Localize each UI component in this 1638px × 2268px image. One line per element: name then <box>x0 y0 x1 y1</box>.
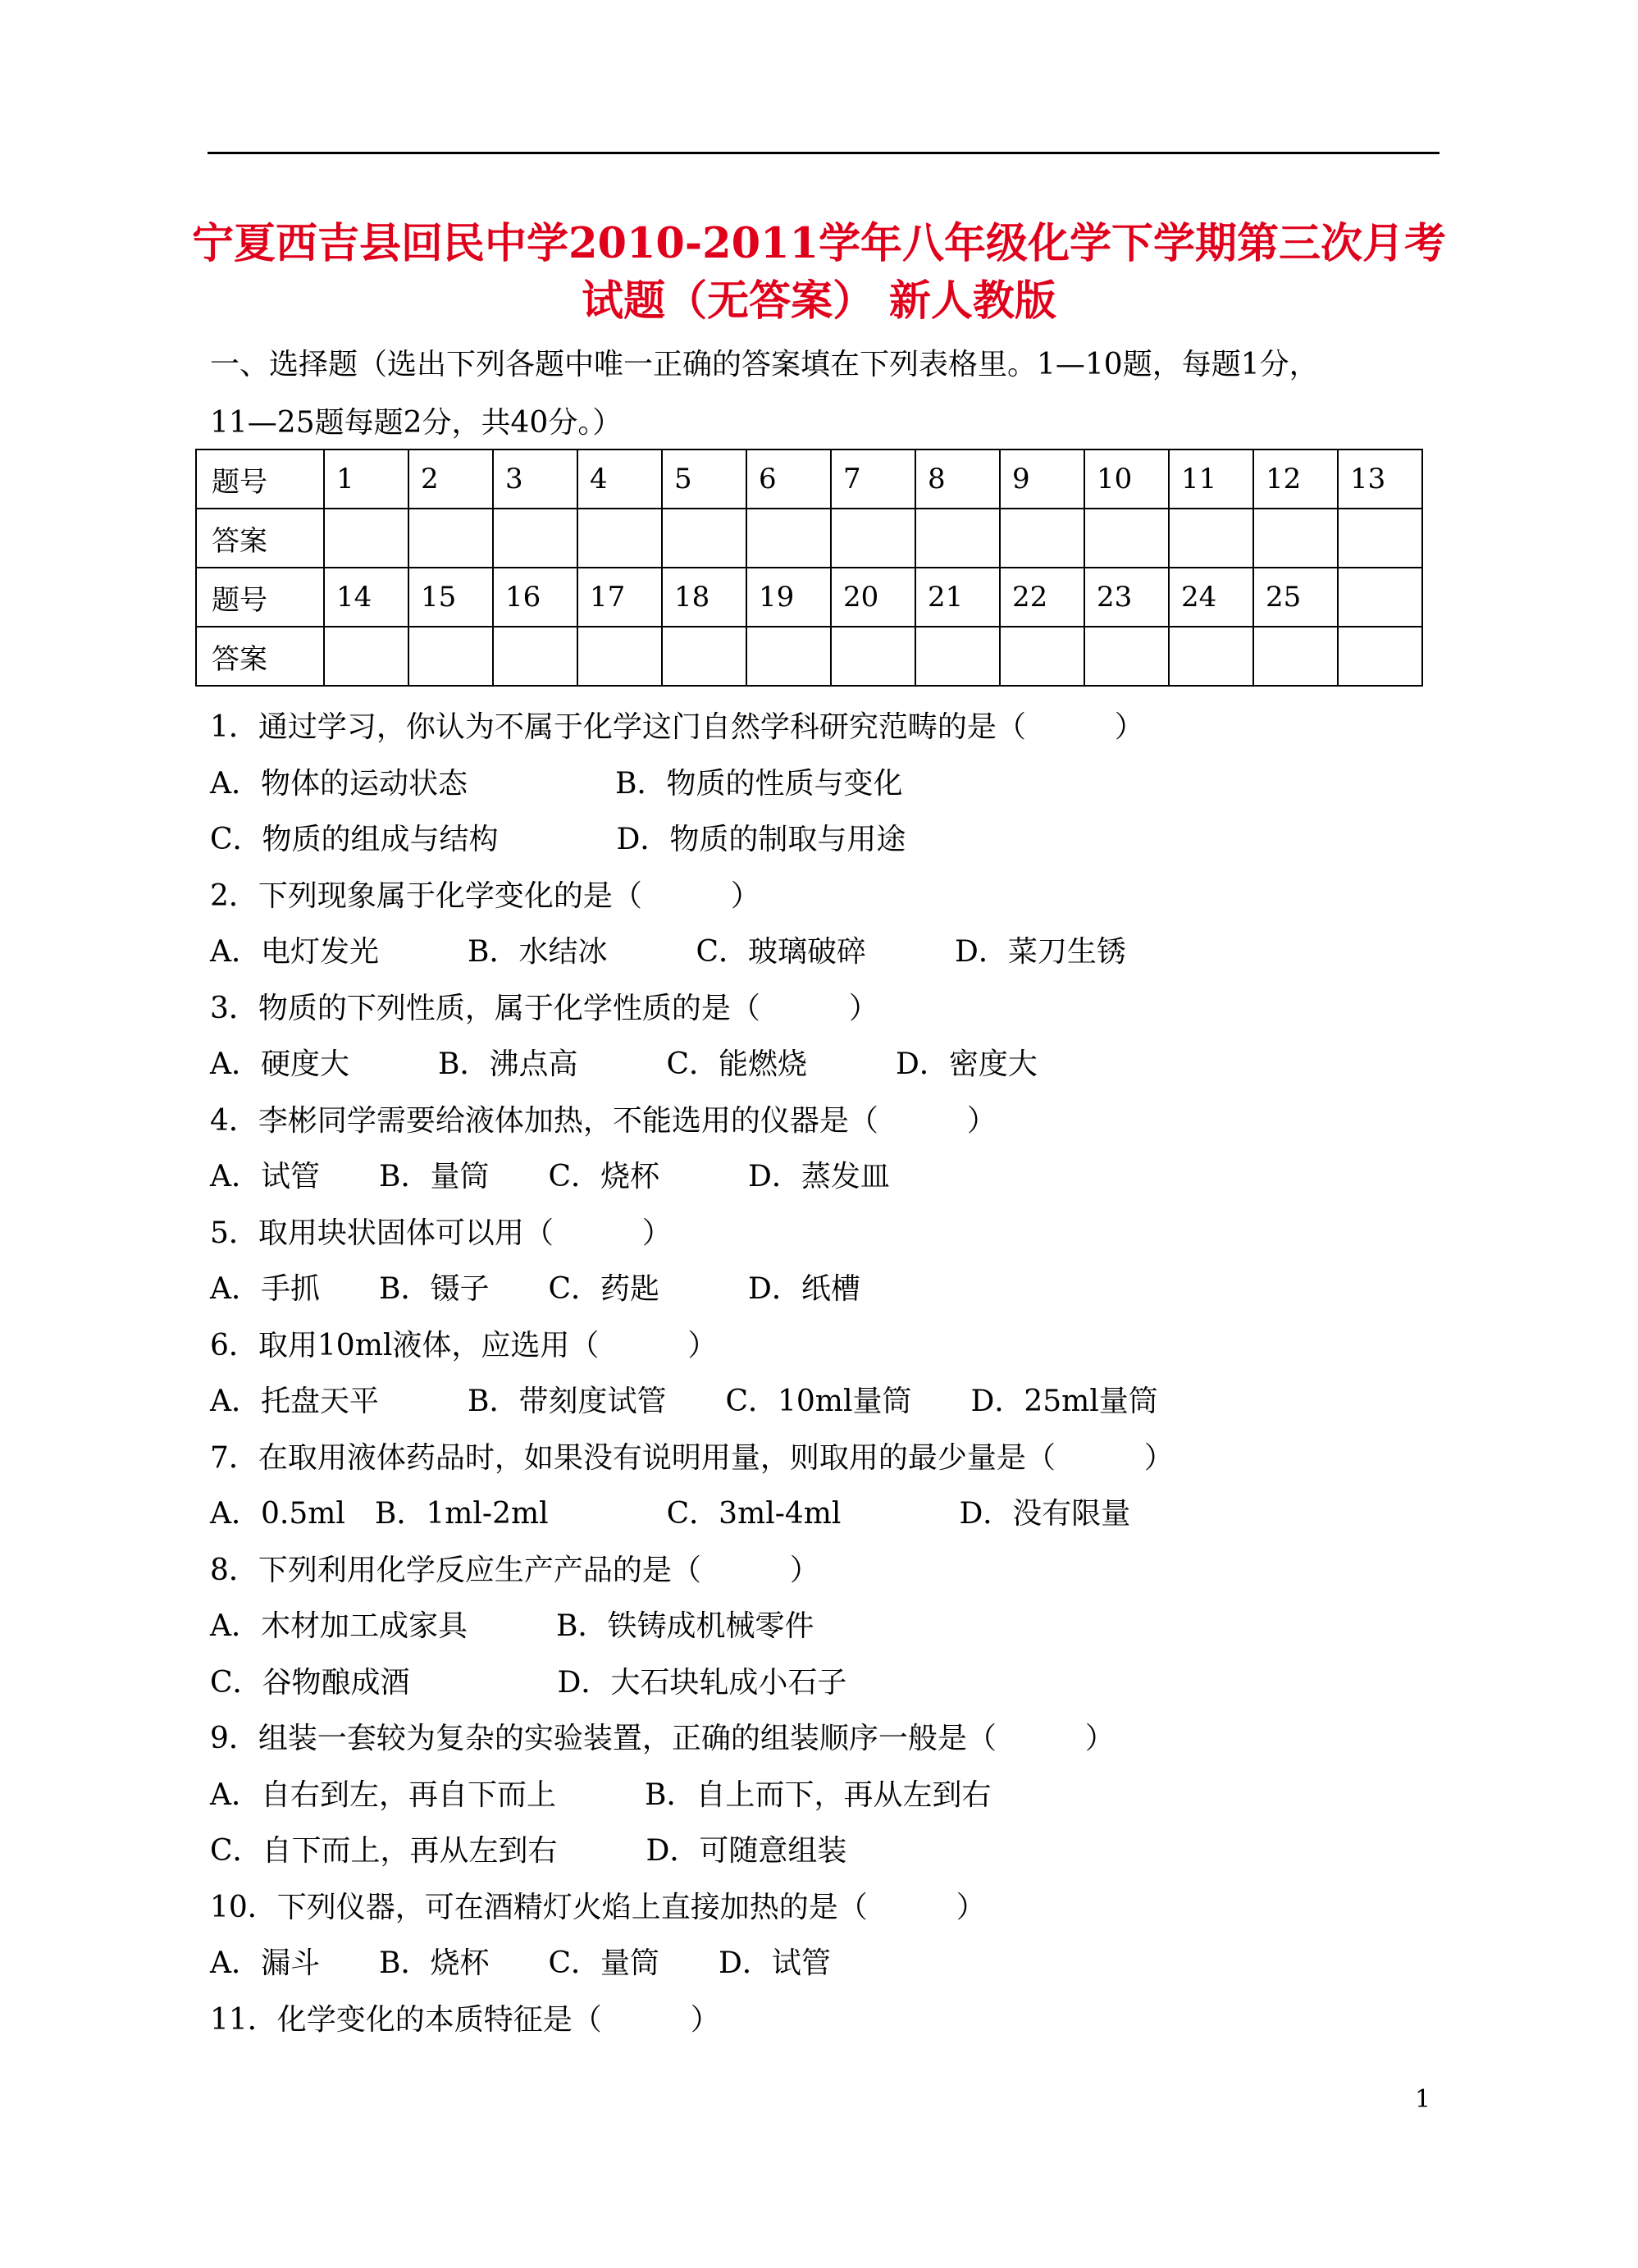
question-number-cell: 10 <box>1084 449 1169 509</box>
question-9: 9．组装一套较为复杂的实验装置，正确的组装顺序一般是（ ） <box>210 1722 1115 1755</box>
question-7-options: A．0.5ml B．1ml-2ml C．3ml-4ml D．没有限量 <box>210 1497 1131 1531</box>
question-11: 11．化学变化的本质特征是（ ） <box>210 2003 720 2037</box>
answer-cell[interactable] <box>1000 509 1084 568</box>
answer-table <box>195 449 1423 687</box>
question-number-cell: 5 <box>662 449 746 509</box>
question-number-cell: 17 <box>577 568 662 627</box>
document-title-line-1: 宁夏西吉县回民中学2010-2011学年八年级化学下学期第三次月考 <box>191 219 1447 268</box>
answer-cell[interactable] <box>662 509 746 568</box>
question-8-options-ab: A．木材加工成家具 B．铁铸成机械零件 <box>210 1609 814 1643</box>
question-number-cell: 11 <box>1169 449 1253 509</box>
question-number-cell: 20 <box>831 568 915 627</box>
question-10: 10．下列仪器，可在酒精灯火焰上直接加热的是（ ） <box>210 1891 986 1924</box>
page-number: 1 <box>1415 2085 1431 2114</box>
answer-cell[interactable] <box>831 509 915 568</box>
row-label-number: 题号 <box>196 449 324 509</box>
question-number-cell: 19 <box>746 568 831 627</box>
question-number-cell: 9 <box>1000 449 1084 509</box>
question-9-options-cd: C．自下而上，再从左到右 D．可随意组装 <box>210 1834 847 1868</box>
answer-cell[interactable] <box>1338 627 1422 686</box>
question-9-options-ab: A．自右到左，再自下而上 B．自上而下，再从左到右 <box>210 1778 992 1812</box>
answer-cell[interactable] <box>324 627 408 686</box>
question-7: 7．在取用液体药品时，如果没有说明用量，则取用的最少量是（ ） <box>210 1441 1174 1475</box>
answer-table-number-row-2 <box>196 568 1422 627</box>
question-6: 6．取用10ml液体，应选用（ ） <box>210 1329 718 1362</box>
row-label-answer: 答案 <box>196 627 324 686</box>
question-4-options: A．试管 B．量筒 C．烧杯 D．蒸发皿 <box>210 1160 890 1193</box>
answer-cell[interactable] <box>1084 509 1169 568</box>
question-2-options: A．电灯发光 B．水结冰 C．玻璃破碎 D．菜刀生锈 <box>210 935 1126 969</box>
answer-cell[interactable] <box>577 627 662 686</box>
question-number-cell: 6 <box>746 449 831 509</box>
question-1-options-ab: A．物体的运动状态 B．物质的性质与变化 <box>210 767 903 801</box>
answer-cell[interactable] <box>1253 627 1338 686</box>
question-number-cell: 1 <box>324 449 408 509</box>
question-3: 3．物质的下列性质，属于化学性质的是（ ） <box>210 992 878 1025</box>
question-number-cell: 23 <box>1084 568 1169 627</box>
question-5: 5．取用块状固体可以用（ ） <box>210 1216 672 1250</box>
question-number-cell: 24 <box>1169 568 1253 627</box>
question-number-cell: 13 <box>1338 449 1422 509</box>
document-title-line-2: 试题（无答案） 新人教版 <box>582 276 1056 326</box>
answer-cell[interactable] <box>577 509 662 568</box>
answer-cell[interactable] <box>746 509 831 568</box>
answer-cell[interactable] <box>1169 627 1253 686</box>
question-3-options: A．硬度大 B．沸点高 C．能燃烧 D．密度大 <box>210 1047 1038 1081</box>
answer-cell[interactable] <box>915 627 1000 686</box>
question-8-options-cd: C．谷物酿成酒 D．大石块轧成小石子 <box>210 1666 847 1700</box>
question-10-options: A．漏斗 B．烧杯 C．量筒 D．试管 <box>210 1946 831 1980</box>
question-number-cell: 18 <box>662 568 746 627</box>
answer-cell[interactable] <box>662 627 746 686</box>
question-1: 1．通过学习，你认为不属于化学这门自然学科研究范畴的是（ ） <box>210 710 1144 744</box>
question-1-options-cd: C．物质的组成与结构 D．物质的制取与用途 <box>210 823 906 856</box>
row-label-answer: 答案 <box>196 509 324 568</box>
question-5-options: A．手抓 B．镊子 C．药匙 D．纸槽 <box>210 1272 860 1306</box>
question-number-cell: 22 <box>1000 568 1084 627</box>
answer-cell[interactable] <box>493 509 577 568</box>
question-number-cell: 7 <box>831 449 915 509</box>
answer-table-answer-row-1 <box>196 509 1422 568</box>
answer-cell[interactable] <box>746 627 831 686</box>
question-number-cell: 15 <box>408 568 493 627</box>
answer-cell[interactable] <box>1253 509 1338 568</box>
answer-table-number-row-1 <box>196 449 1422 509</box>
answer-cell[interactable] <box>408 509 493 568</box>
question-2: 2．下列现象属于化学变化的是（ ） <box>210 879 760 913</box>
section-instructions-line-1: 一、选择题（选出下列各题中唯一正确的答案填在下列表格里。1—10题，每题1分， <box>210 348 1319 381</box>
question-number-cell <box>1338 568 1422 627</box>
question-number-cell: 2 <box>408 449 493 509</box>
answer-cell[interactable] <box>915 509 1000 568</box>
answer-table-answer-row-2 <box>196 627 1422 686</box>
section-instructions-line-2: 11—25题每题2分，共40分。） <box>210 406 623 440</box>
answer-cell[interactable] <box>493 627 577 686</box>
question-number-cell: 14 <box>324 568 408 627</box>
question-number-cell: 12 <box>1253 449 1338 509</box>
question-8: 8．下列利用化学反应生产产品的是（ ） <box>210 1554 819 1587</box>
answer-cell[interactable] <box>831 627 915 686</box>
answer-cell[interactable] <box>1084 627 1169 686</box>
row-label-number: 题号 <box>196 568 324 627</box>
answer-cell[interactable] <box>1338 509 1422 568</box>
answer-cell[interactable] <box>1000 627 1084 686</box>
question-number-cell: 21 <box>915 568 1000 627</box>
question-4: 4．李彬同学需要给液体加热，不能选用的仪器是（ ） <box>210 1104 997 1138</box>
question-number-cell: 16 <box>493 568 577 627</box>
answer-cell[interactable] <box>1169 509 1253 568</box>
question-6-options: A．托盘天平 B．带刻度试管 C．10ml量筒 D．25ml量筒 <box>210 1385 1158 1418</box>
answer-cell[interactable] <box>408 627 493 686</box>
question-number-cell: 8 <box>915 449 1000 509</box>
answer-cell[interactable] <box>324 509 408 568</box>
question-number-cell: 3 <box>493 449 577 509</box>
header-rule <box>208 152 1440 154</box>
question-number-cell: 4 <box>577 449 662 509</box>
question-number-cell: 25 <box>1253 568 1338 627</box>
